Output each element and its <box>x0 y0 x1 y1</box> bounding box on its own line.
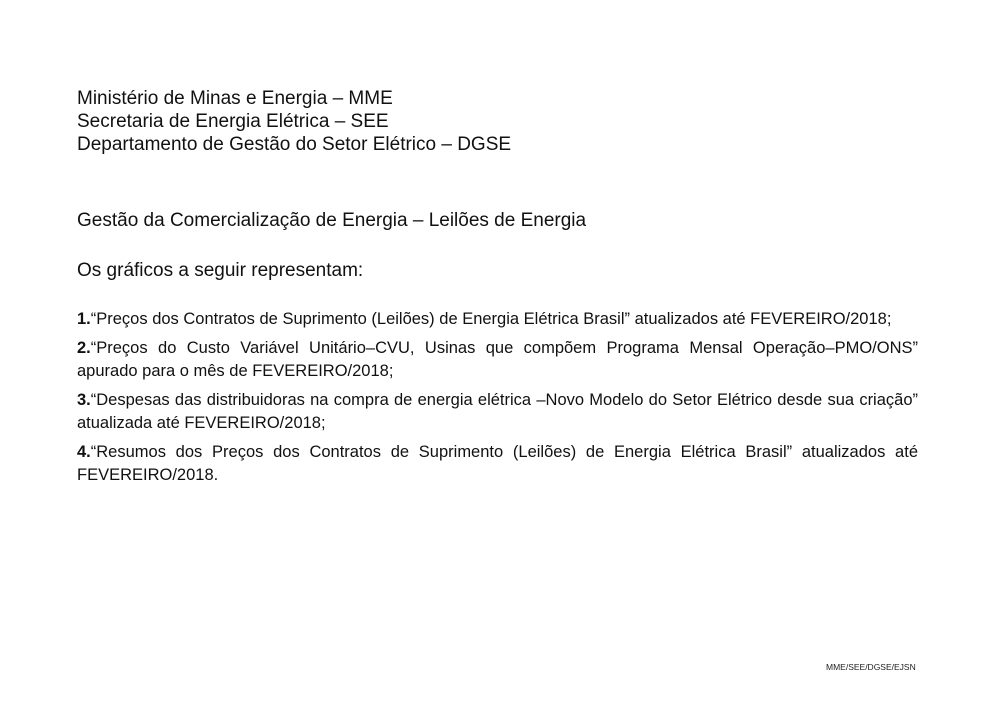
list-item-number: 2. <box>77 339 91 357</box>
list-item-text: “Preços do Custo Variável Unitário–CVU, Usinas que compõem Programa Mensal Operação–PMO/ONS” apurado para o mês de FEVEREIRO/2018; <box>77 339 918 380</box>
list-item-number: 4. <box>77 443 91 461</box>
document-header <box>77 87 511 156</box>
list-item <box>77 441 918 487</box>
list-item-number: 3. <box>77 391 91 409</box>
secretariat-name: Secretaria de Energia Elétrica – SEE <box>77 111 389 132</box>
list-item <box>77 389 918 435</box>
footer-reference-code: MME/SEE/DGSE/EJSN <box>826 662 916 672</box>
intro-text: Os gráficos a seguir representam: <box>77 260 364 281</box>
list-item-text: “Preços dos Contratos de Suprimento (Leilões) de Energia Elétrica Brasil” atualizados até FEVEREIRO/2018; <box>90 310 892 328</box>
list-item-number: 1. <box>77 310 91 328</box>
department-name: Departamento de Gestão do Setor Elétrico – DGSE <box>77 134 512 155</box>
list-item-text: “Resumos dos Preços dos Contratos de Suprimento (Leilões) de Energia Elétrica Brasil” atualizados até FEVEREIRO/2018. <box>77 443 918 484</box>
list-item <box>77 308 918 331</box>
ministry-name: Ministério de Minas e Energia – MME <box>77 88 393 109</box>
charts-list <box>77 308 918 493</box>
list-item-text: “Despesas das distribuidoras na compra de energia elétrica –Novo Modelo do Setor Elétrico desde sua criação” atualizada até FEVEREIRO/2018; <box>77 391 918 432</box>
list-item <box>77 337 918 383</box>
section-title: Gestão da Comercialização de Energia – Leilões de Energia <box>77 210 587 231</box>
